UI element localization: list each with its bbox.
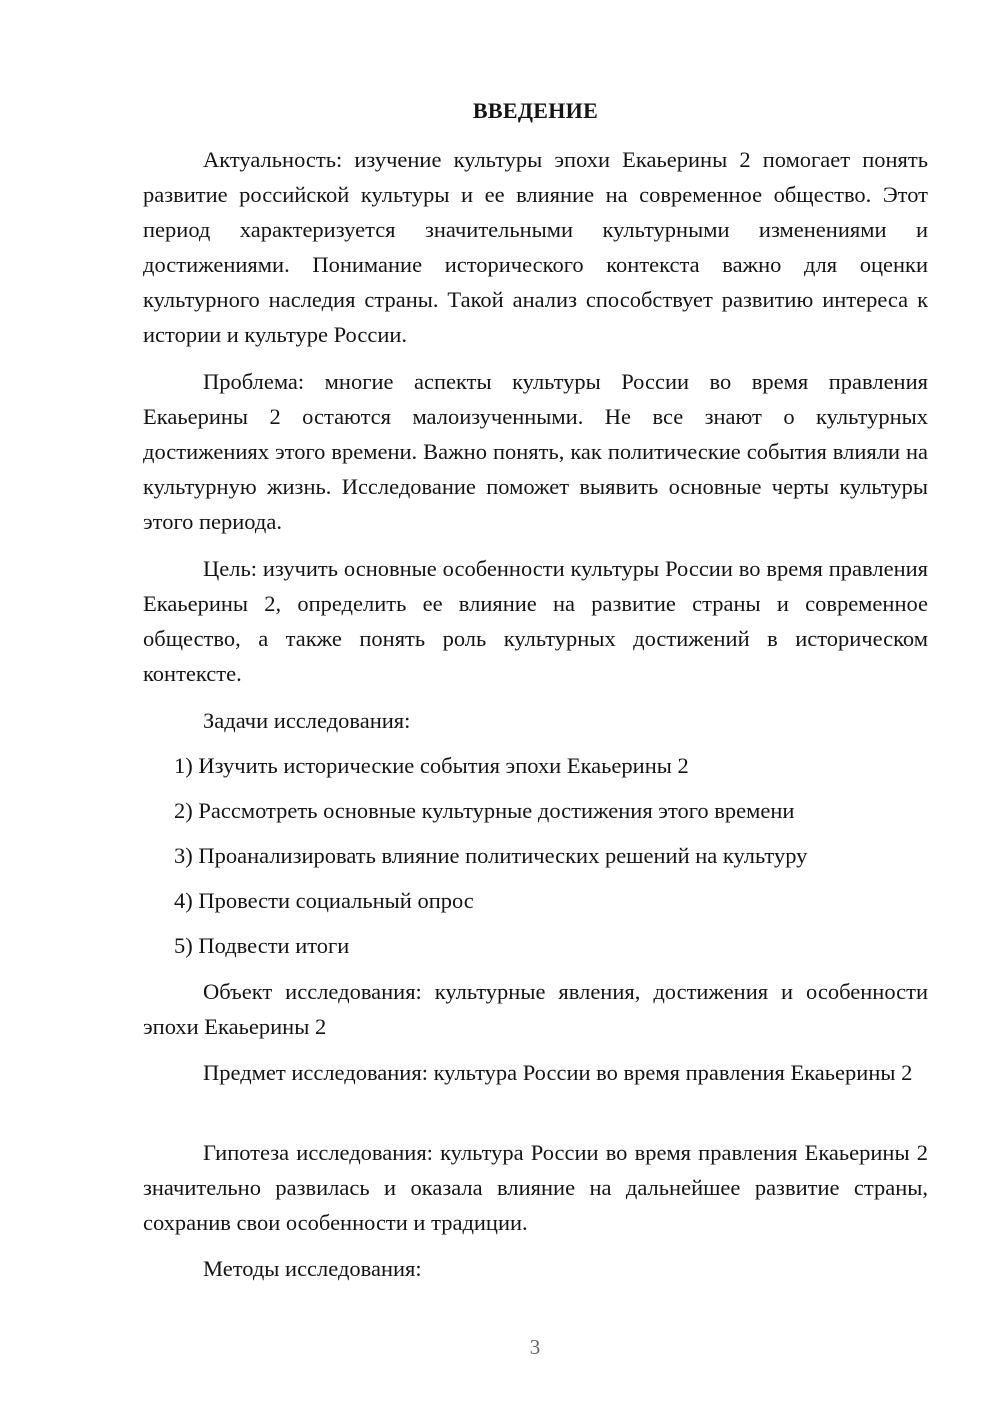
list-item: 4) Провести социальный опрос bbox=[174, 888, 474, 913]
list-item: 3) Проанализировать влияние политических решений на культуру bbox=[174, 843, 808, 868]
section-heading: ВВЕДЕНИЕ bbox=[472, 98, 599, 123]
hypothesis-paragraph: Гипотеза исследования: культура России во время правления Екаьерины 2 значительно развилась и оказала влияние на дальнейшее развитие страны, сохранив свои особенности и традиции. bbox=[143, 1140, 928, 1235]
subject-paragraph: Предмет исследования: культура России во время правления Екаьерины 2 bbox=[203, 1060, 913, 1085]
page-number: 3 bbox=[529, 1335, 541, 1359]
goal-paragraph: Цель: изучить основные особенности культуры России во время правления Екаьерины 2, определить ее влияние на развитие страны и современное общество, а также понять роль культурных достижений в историческом контексте. bbox=[143, 556, 928, 686]
object-paragraph: Объект исследования: культурные явления, достижения и особенности эпохи Екаьерины 2 bbox=[143, 979, 928, 1039]
relevance-paragraph: Актуальность: изучение культуры эпохи Екаьерины 2 помогает понять развитие российской культуры и ее влияние на современное общество. Этот период характеризуется значительными культурными изменениями и достижениями. Понимание исторического контекста важно для оценки культурного наследия страны. Такой анализ способствует развитию интереса к истории и культуре России. bbox=[143, 147, 928, 347]
list-item: 5) Подвести итоги bbox=[174, 933, 350, 958]
problem-paragraph: Проблема: многие аспекты культуры России во время правления Екаьерины 2 остаются малоизученными. Не все знают о культурных достижениях этого времени. Важно понять, как политические события влияли на культурную жизнь. Исследование поможет выявить основные черты культуры этого периода. bbox=[143, 369, 928, 534]
list-item: 2) Рассмотреть основные культурные достижения этого времени bbox=[174, 798, 795, 823]
tasks-intro: Задачи исследования: bbox=[203, 708, 411, 733]
list-item: 1) Изучить исторические события эпохи Екаьерины 2 bbox=[174, 753, 689, 778]
methods-paragraph: Методы исследования: bbox=[203, 1256, 422, 1281]
